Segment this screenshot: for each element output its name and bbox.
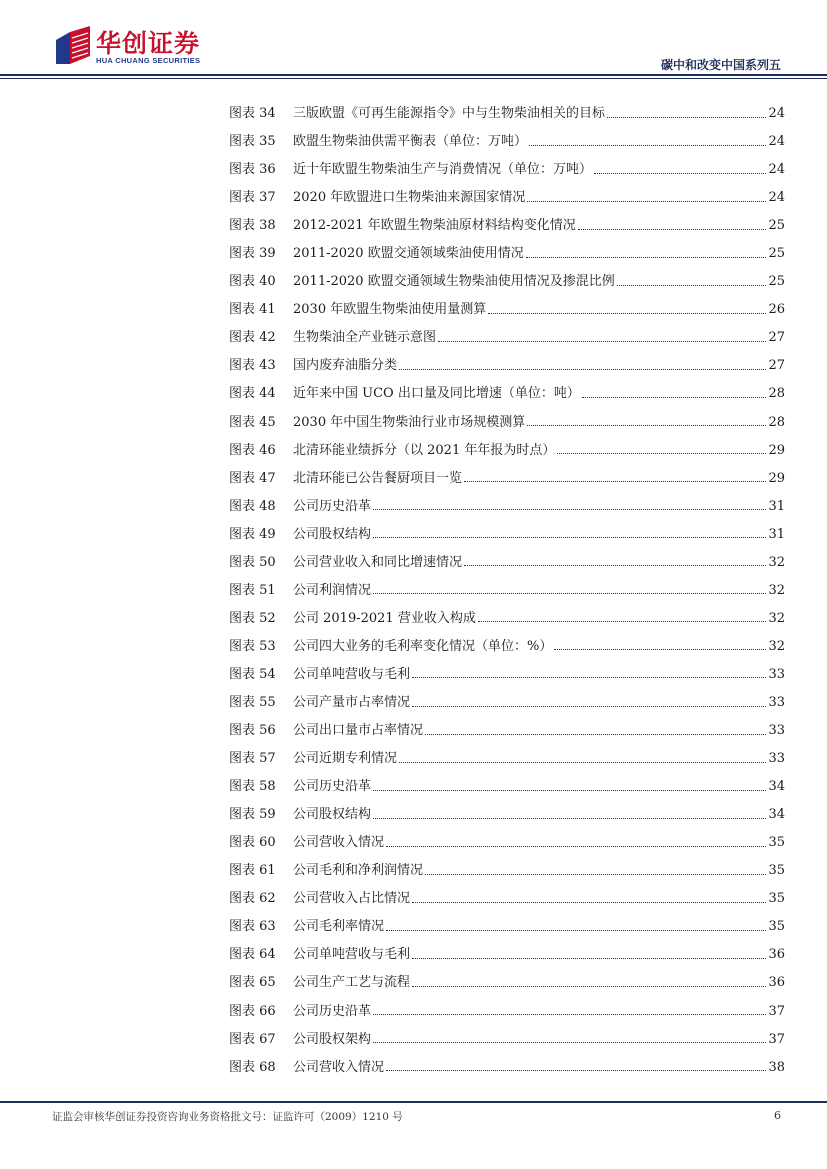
- toc-entry-title: 公司营收入情况: [293, 1059, 385, 1075]
- toc-entry[interactable]: [229, 801, 785, 829]
- toc-leader-dots: [373, 790, 766, 791]
- page-number: 6: [774, 1109, 781, 1122]
- toc-entry-page: 33: [768, 751, 785, 767]
- toc-entry[interactable]: [229, 998, 785, 1026]
- toc-entry-page: 28: [768, 414, 785, 430]
- toc-leader-dots: [478, 621, 767, 622]
- toc-entry[interactable]: [229, 240, 785, 268]
- toc-leader-dots: [464, 565, 766, 566]
- toc-entry-number: 图表 44: [229, 386, 276, 402]
- toc-leader-dots: [527, 425, 766, 426]
- header-divider: [0, 74, 827, 79]
- toc-entry[interactable]: [229, 885, 785, 913]
- toc-entry-number: 图表 43: [229, 358, 276, 374]
- toc-entry[interactable]: [229, 156, 785, 184]
- toc-entry-number: 图表 66: [229, 1003, 276, 1019]
- toc-entry-number: 图表 35: [229, 134, 276, 150]
- toc-entry-number: 图表 38: [229, 218, 276, 234]
- toc-entry[interactable]: [229, 941, 785, 969]
- toc-entry-number: 图表 59: [229, 807, 276, 823]
- footer-disclaimer: 证监会审核华创证券投资咨询业务资格批文号：证监许可（2009）1210 号: [52, 1111, 403, 1123]
- toc-entry-page: 33: [768, 694, 785, 710]
- toc-entry-number: 图表 41: [229, 302, 276, 318]
- toc-entry[interactable]: [229, 409, 785, 437]
- logo-chinese-name: 华创证券: [96, 29, 201, 58]
- toc-entry-number: 图表 37: [229, 190, 276, 206]
- toc-entry-title: 公司单吨营收与毛利: [293, 947, 411, 963]
- toc-entry-title: 公司营收入占比情况: [293, 891, 411, 907]
- toc-entry-title: 公司近期专利情况: [293, 751, 398, 767]
- toc-entry-page: 24: [768, 190, 785, 206]
- toc-leader-dots: [488, 313, 766, 314]
- toc-entry-title: 2011-2020 欧盟交通领域生物柴油使用情况及掺混比例: [293, 274, 615, 290]
- toc-entry-number: 图表 45: [229, 414, 276, 430]
- toc-entry-title: 公司股权架构: [293, 1031, 372, 1047]
- toc-entry-page: 37: [768, 1003, 785, 1019]
- toc-entry-number: 图表 39: [229, 246, 276, 262]
- toc-entry-number: 图表 54: [229, 666, 276, 682]
- toc-leader-dots: [594, 173, 766, 174]
- toc-entry-title: 2020 年欧盟进口生物柴油来源国家情况: [293, 190, 526, 206]
- toc-entry[interactable]: [229, 128, 785, 156]
- toc-entry[interactable]: [229, 829, 785, 857]
- toc-entry[interactable]: [229, 184, 785, 212]
- toc-entry[interactable]: [229, 296, 785, 324]
- toc-entry-title: 北清环能业绩拆分（以 2021 年年报为时点）: [293, 442, 556, 458]
- toc-entry-title: 2011-2020 欧盟交通领域柴油使用情况: [293, 246, 524, 262]
- toc-entry-number: 图表 63: [229, 919, 276, 935]
- toc-entry-number: 图表 68: [229, 1059, 276, 1075]
- toc-entry-page: 35: [768, 835, 785, 851]
- toc-entry-page: 27: [768, 330, 785, 346]
- toc-entry-page: 24: [768, 162, 785, 178]
- toc-entry-title: 公司出口量市占率情况: [293, 723, 424, 739]
- toc-entry-number: 图表 56: [229, 723, 276, 739]
- toc-entry-number: 图表 50: [229, 554, 276, 570]
- toc-entry[interactable]: [229, 857, 785, 885]
- toc-entry[interactable]: [229, 324, 785, 352]
- toc-entry-page: 31: [768, 526, 785, 542]
- toc-leader-dots: [464, 481, 766, 482]
- toc-entry-title: 公司股权结构: [293, 807, 372, 823]
- toc-leader-dots: [412, 902, 766, 903]
- toc-leader-dots: [373, 1042, 766, 1043]
- toc-entry-page: 36: [768, 947, 785, 963]
- toc-entry-number: 图表 58: [229, 779, 276, 795]
- toc-leader-dots: [412, 958, 766, 959]
- toc-entry[interactable]: [229, 1054, 785, 1082]
- toc-leader-dots: [412, 677, 766, 678]
- toc-entry-page: 29: [768, 442, 785, 458]
- toc-leader-dots: [554, 649, 766, 650]
- toc-entry-number: 图表 65: [229, 975, 276, 991]
- logo-english-name: HUA CHUANG SECURITIES: [96, 56, 201, 65]
- toc-entry-number: 图表 57: [229, 751, 276, 767]
- toc-entry[interactable]: [229, 633, 785, 661]
- toc-entry[interactable]: [229, 352, 785, 380]
- toc-leader-dots: [425, 874, 766, 875]
- toc-entry-page: 35: [768, 863, 785, 879]
- toc-entry[interactable]: [229, 549, 785, 577]
- toc-leader-dots: [386, 846, 766, 847]
- toc-entry-number: 图表 52: [229, 610, 276, 626]
- toc-leader-dots: [373, 509, 766, 510]
- toc-entry-title: 公司四大业务的毛利率变化情况（单位：%）: [293, 638, 553, 654]
- toc-entry[interactable]: [229, 380, 785, 408]
- toc-entry-title: 近十年欧盟生物柴油生产与消费情况（单位：万吨）: [293, 162, 593, 178]
- toc-entry-page: 34: [768, 807, 785, 823]
- toc-entry[interactable]: [229, 100, 785, 128]
- footer-divider: [0, 1101, 827, 1103]
- toc-leader-dots: [373, 593, 766, 594]
- toc-entry[interactable]: [229, 745, 785, 773]
- toc-entry-number: 图表 60: [229, 835, 276, 851]
- toc-leader-dots: [399, 762, 766, 763]
- toc-entry-page: 28: [768, 386, 785, 402]
- toc-leader-dots: [425, 734, 766, 735]
- toc-entry-number: 图表 34: [229, 106, 276, 121]
- toc-leader-dots: [438, 341, 766, 342]
- toc-entry-title: 公司营收入情况: [293, 835, 385, 851]
- toc-entry-page: 38: [768, 1059, 785, 1075]
- toc-leader-dots: [412, 706, 766, 707]
- toc-entry-title: 2012-2021 年欧盟生物柴油原材料结构变化情况: [293, 218, 576, 234]
- toc-entry[interactable]: [229, 577, 785, 605]
- toc-entry-title: 欧盟生物柴油供需平衡表（单位：万吨）: [293, 134, 528, 150]
- toc-leader-dots: [373, 818, 766, 819]
- toc-entry-page: 32: [768, 610, 785, 626]
- toc-entry-title: 公司历史沿革: [293, 1003, 372, 1019]
- toc-entry[interactable]: [229, 268, 785, 296]
- toc-leader-dots: [386, 1070, 766, 1071]
- toc-entry-number: 图表 64: [229, 947, 276, 963]
- toc-entry-title: 公司 2019-2021 营业收入构成: [293, 610, 476, 626]
- series-title: 碳中和改变中国系列五: [660, 58, 781, 72]
- toc-leader-dots: [607, 117, 766, 118]
- toc-entry-number: 图表 62: [229, 891, 276, 907]
- figure-list: [229, 100, 785, 1082]
- toc-entry-page: 35: [768, 891, 785, 907]
- toc-entry[interactable]: [229, 605, 785, 633]
- toc-entry[interactable]: [229, 437, 785, 465]
- toc-entry[interactable]: [229, 773, 785, 801]
- toc-entry-title: 公司生产工艺与流程: [293, 975, 411, 991]
- toc-leader-dots: [399, 369, 766, 370]
- toc-leader-dots: [557, 453, 766, 454]
- toc-entry-title: 近年来中国 UCO 出口量及同比增速（单位：吨）: [293, 386, 580, 402]
- toc-entry[interactable]: [229, 465, 785, 493]
- toc-entry-title: 三版欧盟《可再生能源指令》中与生物柴油相关的目标: [293, 106, 606, 121]
- toc-entry-page: 29: [768, 470, 785, 486]
- toc-entry-page: 31: [768, 498, 785, 514]
- toc-entry[interactable]: [229, 493, 785, 521]
- company-logo: [52, 24, 222, 68]
- toc-entry-number: 图表 61: [229, 863, 276, 879]
- toc-entry-title: 2030 年中国生物柴油行业市场规模测算: [293, 414, 526, 430]
- toc-leader-dots: [617, 285, 767, 286]
- toc-entry-page: 36: [768, 975, 785, 991]
- toc-entry-title: 北清环能已公告餐厨项目一览: [293, 470, 463, 486]
- toc-entry-title: 公司单吨营收与毛利: [293, 666, 411, 682]
- toc-entry-number: 图表 40: [229, 274, 276, 290]
- toc-entry[interactable]: [229, 1026, 785, 1054]
- toc-entry[interactable]: [229, 212, 785, 240]
- page-header: [0, 0, 827, 80]
- toc-entry-page: 37: [768, 1031, 785, 1047]
- toc-leader-dots: [386, 930, 766, 931]
- toc-entry-title: 公司毛利和净利润情况: [293, 863, 424, 879]
- toc-leader-dots: [373, 1014, 766, 1015]
- toc-entry-page: 24: [768, 134, 785, 150]
- toc-entry-title: 公司产量市占率情况: [293, 694, 411, 710]
- toc-entry-page: 25: [768, 218, 785, 234]
- toc-entry[interactable]: [229, 689, 785, 717]
- toc-entry-title: 公司股权结构: [293, 526, 372, 542]
- toc-entry-title: 生物柴油全产业链示意图: [293, 330, 437, 346]
- toc-entry-page: 33: [768, 723, 785, 739]
- toc-entry[interactable]: [229, 969, 785, 997]
- toc-entry-title: 国内废弃油脂分类: [293, 358, 398, 374]
- toc-entry-title: 2030 年欧盟生物柴油使用量测算: [293, 302, 487, 318]
- toc-entry-title: 公司历史沿革: [293, 498, 372, 514]
- toc-entry[interactable]: [229, 661, 785, 689]
- toc-leader-dots: [373, 537, 766, 538]
- toc-entry-number: 图表 51: [229, 582, 276, 598]
- toc-entry-number: 图表 53: [229, 638, 276, 654]
- toc-entry-page: 32: [768, 638, 785, 654]
- toc-leader-dots: [529, 145, 766, 146]
- toc-entry[interactable]: [229, 913, 785, 941]
- toc-leader-dots: [526, 257, 767, 258]
- toc-leader-dots: [412, 986, 766, 987]
- toc-entry-page: 32: [768, 582, 785, 598]
- toc-entry-number: 图表 46: [229, 442, 276, 458]
- toc-entry-page: 27: [768, 358, 785, 374]
- toc-leader-dots: [527, 201, 766, 202]
- toc-entry-number: 图表 36: [229, 162, 276, 178]
- toc-entry-page: 32: [768, 554, 785, 570]
- toc-leader-dots: [582, 397, 767, 398]
- toc-leader-dots: [578, 229, 767, 230]
- toc-entry-title: 公司利润情况: [293, 582, 372, 598]
- toc-entry-page: 34: [768, 779, 785, 795]
- toc-entry-page: 26: [768, 302, 785, 318]
- toc-entry-title: 公司毛利率情况: [293, 919, 385, 935]
- toc-entry-page: 33: [768, 666, 785, 682]
- toc-entry[interactable]: [229, 717, 785, 745]
- toc-entry-number: 图表 47: [229, 470, 276, 486]
- toc-entry-page: 24: [768, 106, 785, 121]
- toc-entry-number: 图表 67: [229, 1031, 276, 1047]
- logo-mark-icon: [52, 26, 92, 66]
- toc-entry-page: 25: [768, 246, 785, 262]
- toc-entry-title: 公司历史沿革: [293, 779, 372, 795]
- toc-entry-number: 图表 48: [229, 498, 276, 514]
- toc-entry-title: 公司营业收入和同比增速情况: [293, 554, 463, 570]
- toc-entry-page: 25: [768, 274, 785, 290]
- toc-entry-number: 图表 42: [229, 330, 276, 346]
- toc-entry[interactable]: [229, 521, 785, 549]
- toc-entry-number: 图表 55: [229, 694, 276, 710]
- toc-entry-page: 35: [768, 919, 785, 935]
- toc-entry-number: 图表 49: [229, 526, 276, 542]
